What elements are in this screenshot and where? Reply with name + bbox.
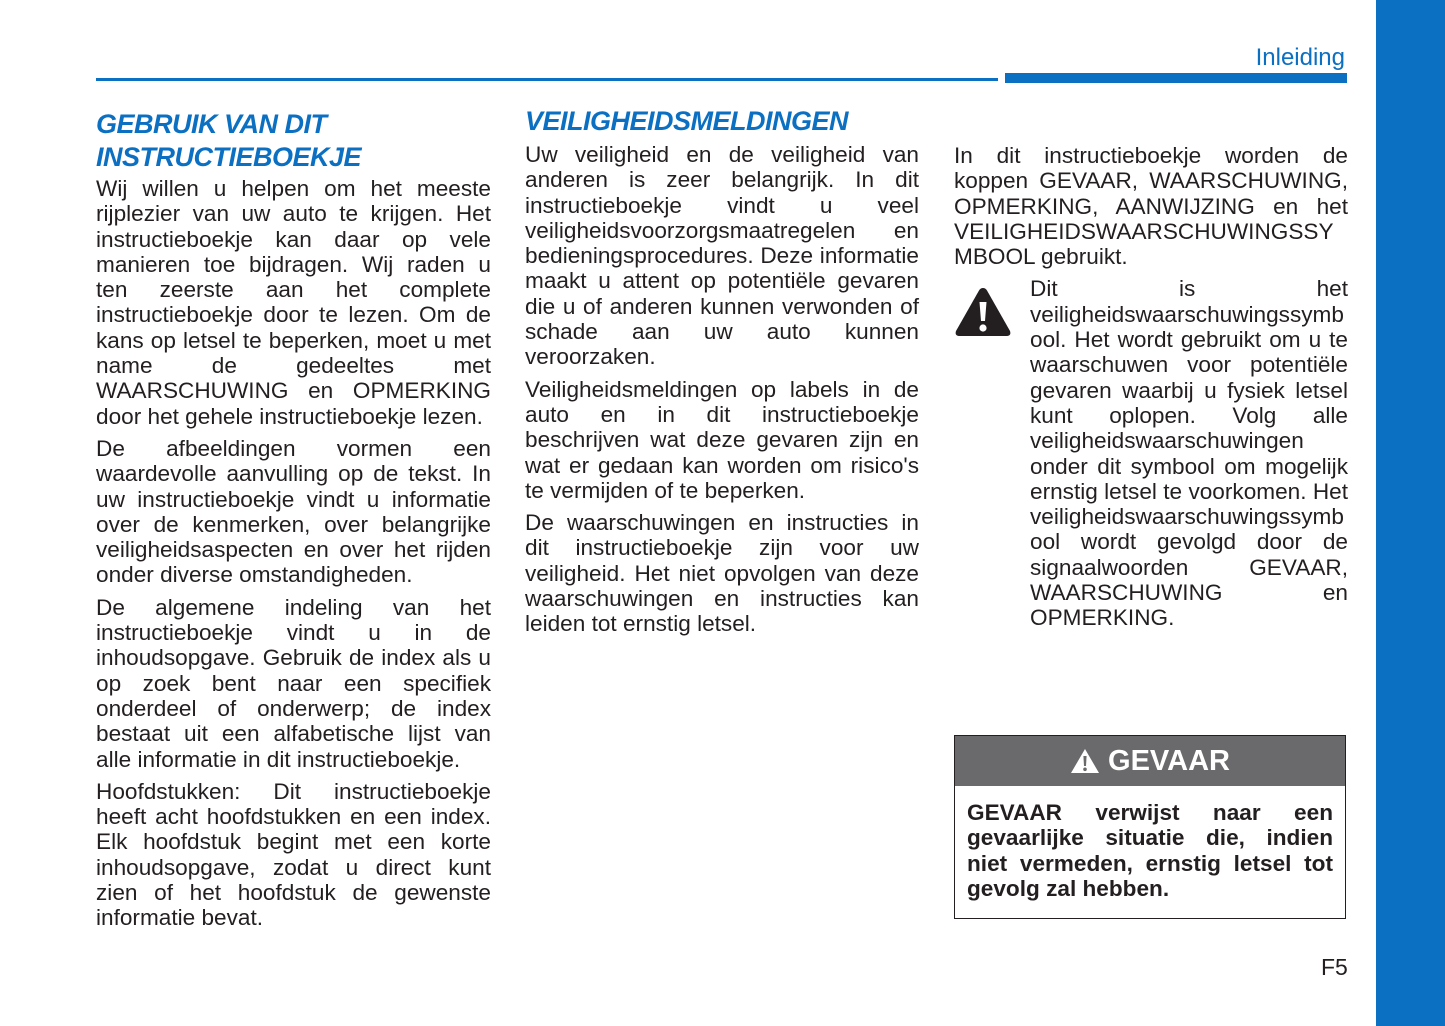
paragraph-waarschuwingen: De waarschuwingen en instructies in dit instructieboekje zijn voor uw veiligheid. Het niet opvolgen van deze waarschuwingen en instructies kan leiden tot ernstig letsel.	[525, 510, 919, 637]
paragraph-symbool: Dit is het veiligheidswaarschuwingssymbool. Het wordt gebruikt om u te waarschuwen voor potentiële gevaren waarbij u fysiek letsel kunt oplopen. Volg alle veiligheidswaarschuwingen onder dit symbool om mogelijk ernstig letsel te voorkomen. Het veiligheidswaarschuwingssymbool wordt gevolgd door de signaalwoorden GEVAAR, WAARSCHUWING en OPMERKING.	[1030, 276, 1348, 631]
heading-gebruik	[96, 108, 491, 174]
section-title: Inleiding	[1255, 44, 1345, 71]
paragraph-indeling: De algemene indeling van het instructieboekje vindt u in de inhoudsopgave. Gebruik de index als u op zoek bent naar een specifiek onderdeel of onderwerp; de index bestaat uit een alfabetische lijst van alle informatie in dit instructieboekje.	[96, 594, 491, 772]
paragraph-afbeeldingen: De afbeeldingen vormen een waardevolle aanvulling op de tekst. In uw instructieboekje vindt u informatie over de kenmerken, over belangrijke veiligheidsaspecten en over het rijden onder diverse omstandigheden.	[96, 435, 491, 588]
heading-veiligheidsmeldingen: VEILIGHEIDSMELDINGEN	[525, 106, 849, 136]
gevaar-description: GEVAAR verwijst naar een gevaarlijke situatie die, indien niet vermeden, ernstig letsel tot gevolg zal hebben.	[967, 800, 1333, 901]
column-veiligheid	[525, 105, 919, 644]
header-rule-accent	[1005, 73, 1347, 83]
column-koppen	[954, 143, 1348, 631]
paragraph-koppen: In dit instructieboekje worden de koppen GEVAAR, WAARSCHUWING, OPMERKING, AANWIJZING en het VEILIGHEIDSWAARSCHUWINGSSYMBOOL gebruikt.	[954, 143, 1348, 270]
heading-line-1: GEBRUIK VAN DIT	[96, 109, 327, 139]
paragraph-veiligheid: Uw veiligheid en de veiligheid van anderen is zeer belangrijk. In dit instructieboekje vindt u veel veiligheidsvoorzorgsmaatregelen en bedieningsprocedures. Deze informatie maakt u attent op potentiële gevaren die u of anderen kunnen verwonden of schade aan uw auto kunnen veroorzaken.	[525, 142, 919, 370]
heading-line-2: INSTRUCTIEBOEKJE	[96, 142, 362, 172]
paragraph-hoofdstukken: Hoofdstukken: Dit instructieboekje heeft acht hoofdstukken en een index. Elk hoofdstuk begint met een korte inhoudsopgave, zodat u direct kunt zien of het hoofdstuk de gewenste informatie bevat.	[96, 778, 491, 931]
page-number: F5	[1321, 954, 1348, 980]
header-rule	[96, 78, 998, 81]
chapter-side-tab	[1376, 0, 1445, 1026]
column-gebruik	[96, 108, 491, 938]
gevaar-header	[955, 736, 1345, 786]
paragraph-labels: Veiligheidsmeldingen op labels in de auto en in dit instructieboekje beschrijven wat deze gevaren zijn en wat er gedaan kan worden om risico's te vermijden of te beperken.	[525, 376, 919, 503]
paragraph-intro: Wij willen u helpen om het meeste rijplezier van uw auto te krijgen. Het instructieboekje kan daar op vele manieren toe bijdragen. Wij raden u ten zeerste aan het complete instructieboekje door te lezen. Om de kans op letsel te beperken, moet u met name de gedeeltes met WAARSCHUWING en OPMERKING door het gehele instructieboekje lezen.	[96, 176, 491, 429]
warning-triangle-icon	[954, 276, 1030, 630]
gevaar-warning-icon	[1070, 748, 1100, 774]
safety-symbol-explanation	[954, 276, 1348, 630]
gevaar-box	[954, 735, 1346, 919]
gevaar-title: GEVAAR	[1108, 744, 1230, 777]
